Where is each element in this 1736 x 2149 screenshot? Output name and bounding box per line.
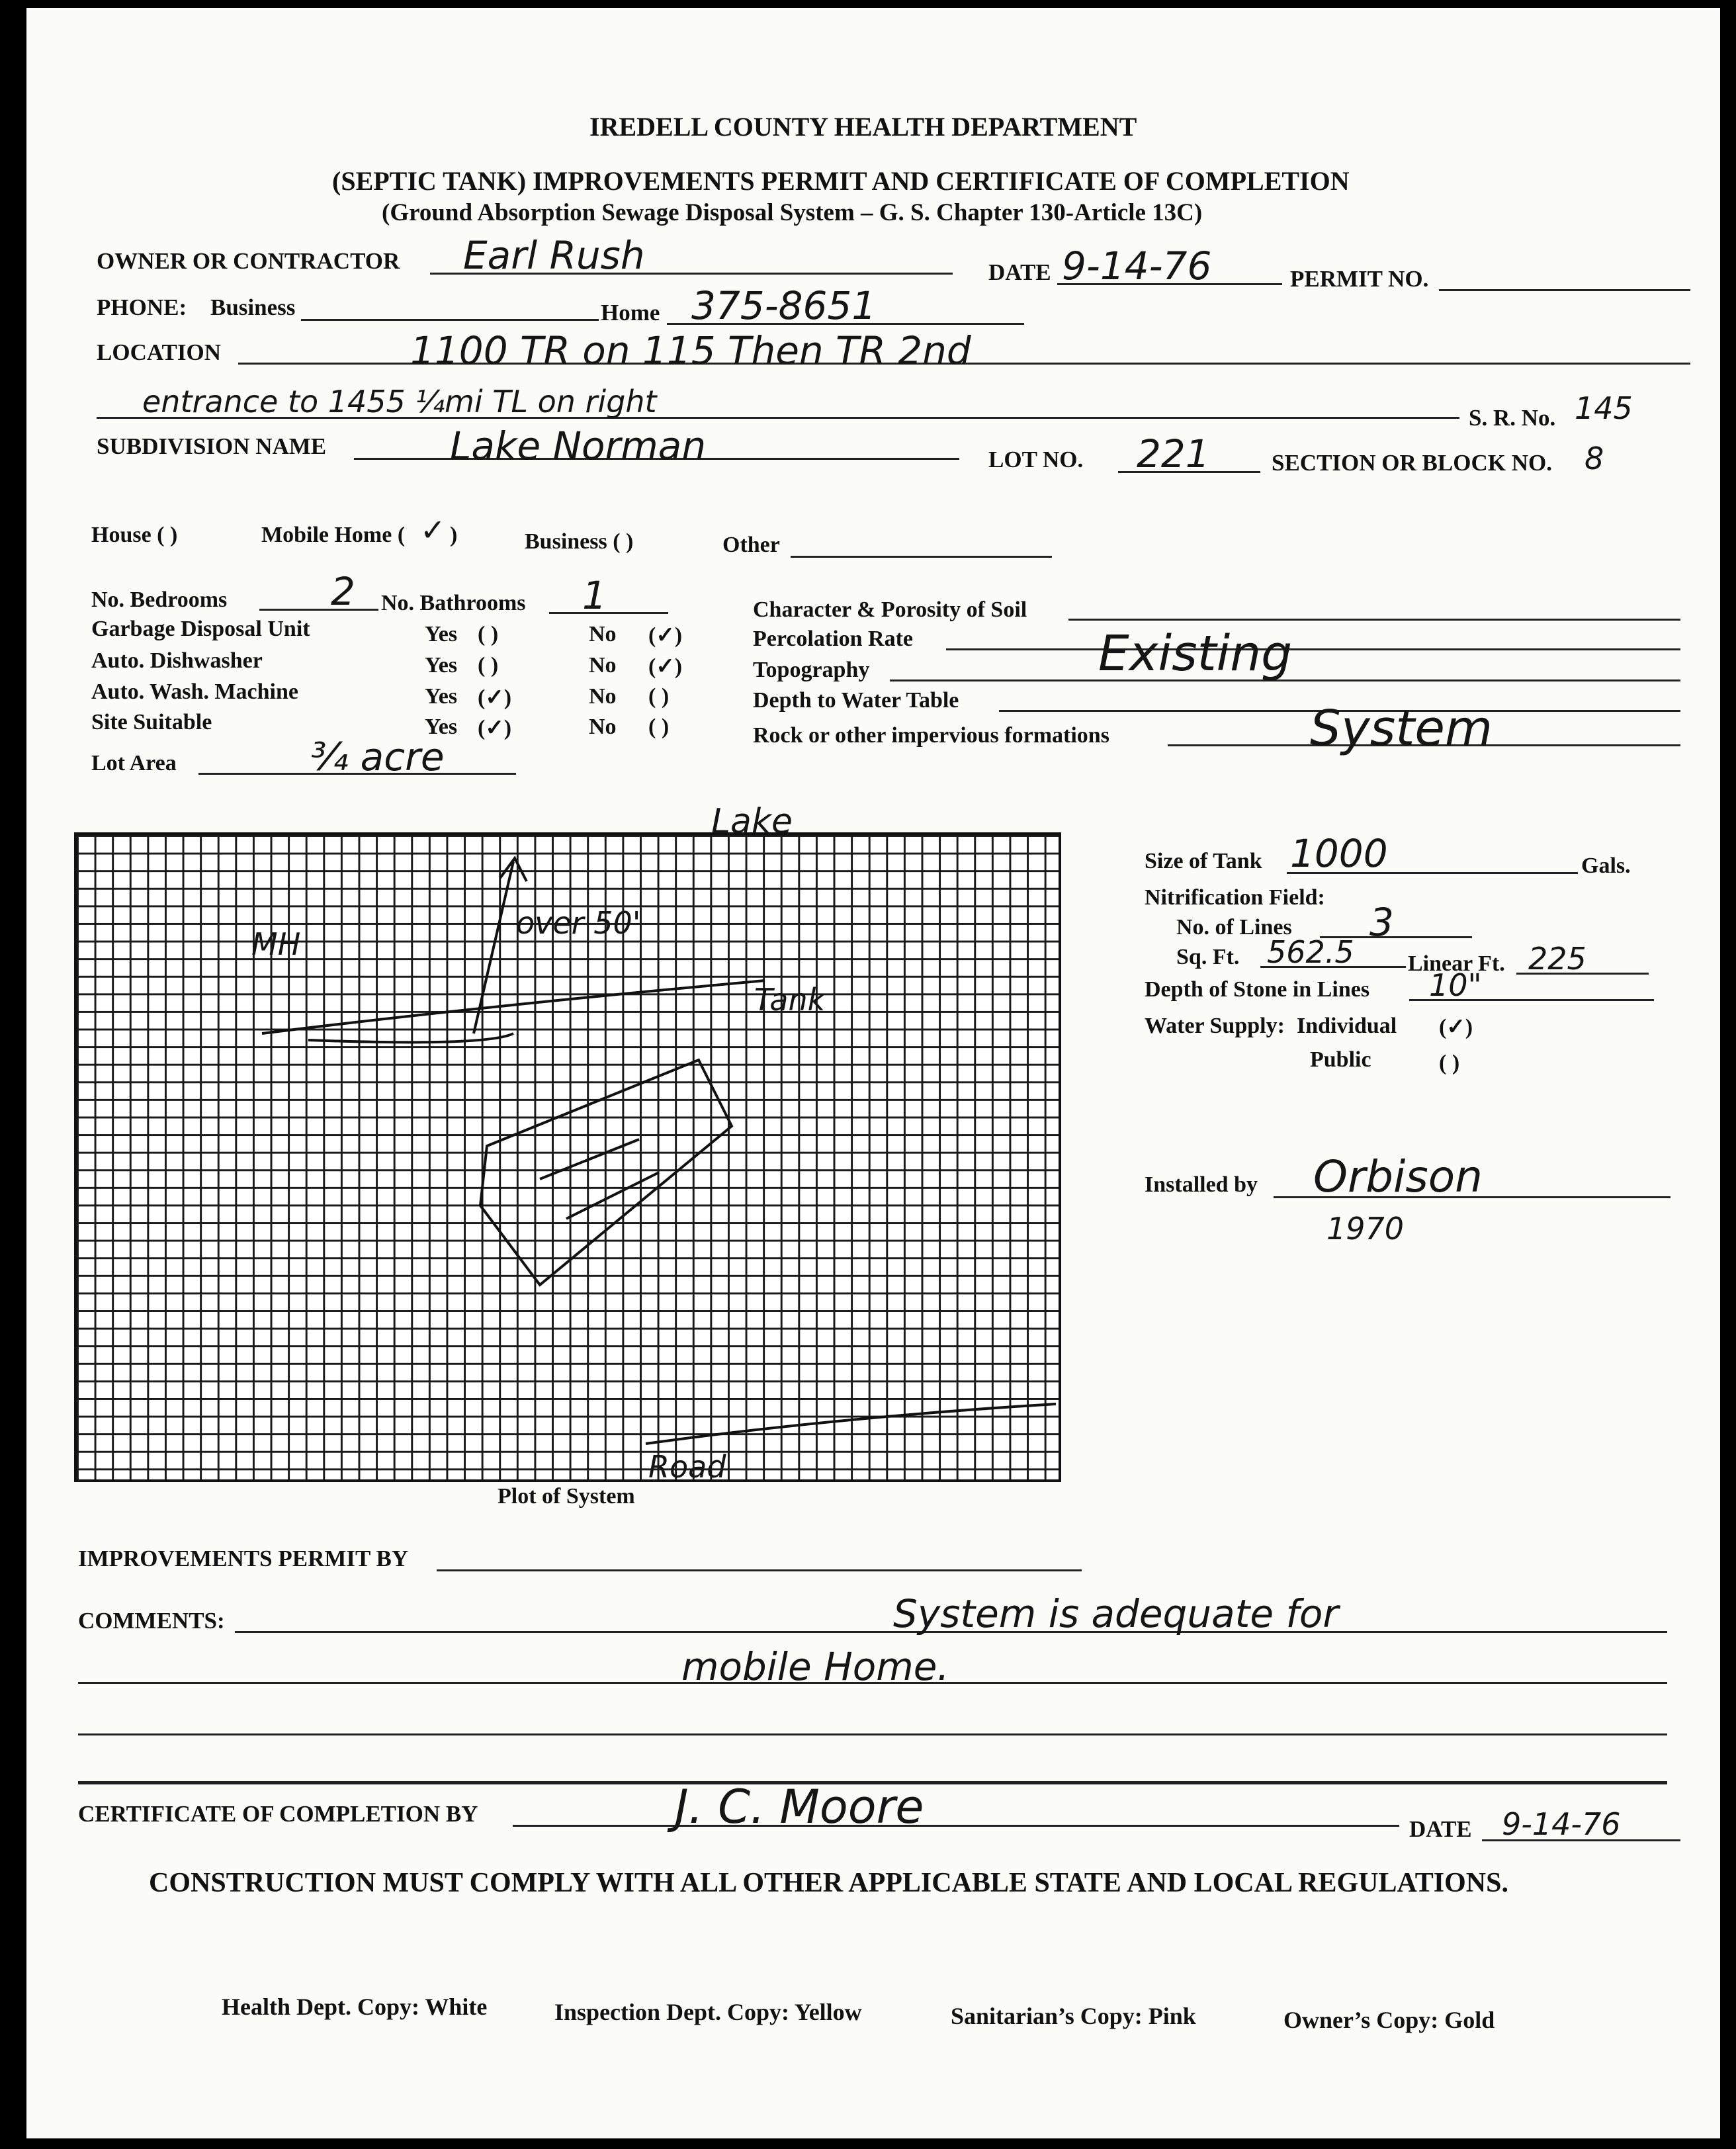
no-box: ( ) xyxy=(648,684,670,709)
yes-box: (✓) xyxy=(478,716,512,740)
copy-health-dept: Health Dept. Copy: White xyxy=(222,1994,488,2020)
permit-label: PERMIT NO. xyxy=(1290,266,1429,292)
tank-size-unit: Gals. xyxy=(1581,854,1631,878)
stone-depth-label: Depth of Stone in Lines xyxy=(1145,977,1370,1002)
sketch-arrow-head xyxy=(500,858,527,881)
nitrification-label: Nitrification Field: xyxy=(1145,885,1325,910)
rock-formations-label: Rock or other impervious formations xyxy=(753,723,1109,748)
copy-sanitarian: Sanitarian’s Copy: Pink xyxy=(951,2003,1196,2029)
improvements-permit-label: IMPROVEMENTS PERMIT BY xyxy=(78,1546,409,1571)
plot-caption: Plot of System xyxy=(498,1484,635,1509)
tank-size-value: 1000 xyxy=(1290,831,1388,876)
form-title: (SEPTIC TANK) IMPROVEMENTS PERMIT AND CERTIFICATE OF COMPLETION xyxy=(332,166,1350,196)
no-box: (✓) xyxy=(648,654,683,679)
sketch-tank-line xyxy=(262,981,765,1033)
mobile-home-check: ✓ xyxy=(420,512,446,548)
mobile-home-close: ) xyxy=(450,523,458,547)
business-option: Business ( ) xyxy=(525,529,634,554)
bathrooms-value: 1 xyxy=(582,573,607,618)
business-label: Business xyxy=(210,294,296,320)
yn-label: Site Suitable xyxy=(91,710,212,734)
sketch-field-lines xyxy=(540,1139,659,1219)
no-box: (✓) xyxy=(648,623,683,648)
individual-label: Individual xyxy=(1297,1014,1397,1038)
no-label: No xyxy=(589,653,617,678)
plot-label-road: Road xyxy=(648,1449,726,1485)
date-value: 9-14-76 xyxy=(1062,243,1212,288)
yes-label: Yes xyxy=(425,684,458,709)
lot-area-value: ¾ acre xyxy=(311,734,445,779)
lines-value: 3 xyxy=(1369,900,1394,945)
no-box: ( ) xyxy=(648,715,670,739)
plot-label-tank: Tank xyxy=(754,982,826,1018)
mobile-home-option: Mobile Home ( xyxy=(261,523,406,547)
public-label: Public xyxy=(1310,1047,1371,1072)
bedrooms-label: No. Bedrooms xyxy=(91,588,228,612)
subdivision-label: SUBDIVISION NAME xyxy=(97,433,327,459)
copy-owner: Owner’s Copy: Gold xyxy=(1283,2007,1495,2033)
sqft-label: Sq. Ft. xyxy=(1176,945,1240,969)
individual-box: (✓) xyxy=(1439,1015,1473,1039)
sr-no-value: 145 xyxy=(1575,390,1633,426)
lines-label: No. of Lines xyxy=(1176,915,1292,940)
stone-depth-value: 10" xyxy=(1429,967,1482,1003)
sketch-curve xyxy=(308,1033,513,1042)
home-label: Home xyxy=(601,300,660,326)
water-table-label: Depth to Water Table xyxy=(753,688,959,713)
other-label: Other xyxy=(722,533,780,557)
phone-label: PHONE: xyxy=(97,294,187,320)
sr-no-label: S. R. No. xyxy=(1469,405,1556,431)
soil-note-system: System xyxy=(1310,700,1493,757)
house-option: House ( ) xyxy=(91,523,178,547)
no-label: No xyxy=(589,684,617,709)
installed-by-label: Installed by xyxy=(1145,1172,1258,1197)
linear-ft-label: Linear Ft. xyxy=(1408,951,1505,976)
copy-inspection-dept: Inspection Dept. Copy: Yellow xyxy=(554,1999,862,2025)
comments-label: COMMENTS: xyxy=(78,1608,225,1634)
certificate-label: CERTIFICATE OF COMPLETION BY xyxy=(78,1801,478,1827)
yes-label: Yes xyxy=(425,622,458,646)
subdivision-value: Lake Norman xyxy=(450,423,707,468)
lot-area-label: Lot Area xyxy=(91,751,177,775)
yes-box: (✓) xyxy=(478,685,512,710)
plot-label-over-50: over 50' xyxy=(516,905,641,941)
water-supply-label: Water Supply: xyxy=(1145,1014,1285,1038)
installed-by-value: Orbison xyxy=(1313,1151,1483,1202)
location-line-1: 1100 TR on 115 Then TR 2nd xyxy=(410,328,971,373)
lot-no-label: LOT NO. xyxy=(988,447,1084,472)
no-label: No xyxy=(589,622,617,646)
certificate-date-value: 9-14-76 xyxy=(1502,1806,1621,1842)
sqft-value: 562.5 xyxy=(1267,934,1354,970)
installed-year: 1970 xyxy=(1326,1211,1405,1247)
location-label: LOCATION xyxy=(97,339,221,365)
certificate-date-label: DATE xyxy=(1409,1816,1472,1842)
soil-note-existing: Existing xyxy=(1098,625,1293,682)
public-box: ( ) xyxy=(1439,1051,1460,1075)
linear-ft-value: 225 xyxy=(1528,941,1586,977)
section-value: 8 xyxy=(1584,441,1604,476)
certificate-signature: J. C. Moore xyxy=(675,1780,924,1834)
plot-label-lake: Lake xyxy=(711,802,793,842)
yn-label: Auto. Dishwasher xyxy=(91,648,263,673)
section-label: SECTION OR BLOCK NO. xyxy=(1272,450,1552,476)
percolation-rate-label: Percolation Rate xyxy=(753,627,914,651)
owner-label: OWNER OR CONTRACTOR xyxy=(97,248,400,274)
yes-label: Yes xyxy=(425,715,458,739)
plot-label-mh: MH xyxy=(251,926,301,962)
topography-label: Topography xyxy=(753,658,870,682)
location-line-2: entrance to 1455 ¼mi TL on right xyxy=(142,384,657,419)
yn-label: Auto. Wash. Machine xyxy=(91,680,298,704)
date-label: DATE xyxy=(988,259,1051,285)
bedrooms-value: 2 xyxy=(331,569,355,614)
form-subtitle: (Ground Absorption Sewage Disposal System – G. S. Chapter 130-Article 13C) xyxy=(382,199,1203,226)
yes-box: ( ) xyxy=(478,622,499,646)
bathrooms-label: No. Bathrooms xyxy=(381,591,526,615)
sketch-field-outline xyxy=(480,1060,732,1285)
lot-no-value: 221 xyxy=(1137,431,1210,476)
owner-value: Earl Rush xyxy=(463,233,645,278)
home-phone-value: 375-8651 xyxy=(691,283,877,328)
soil-character-label: Character & Porosity of Soil xyxy=(753,597,1027,622)
compliance-notice: CONSTRUCTION MUST COMPLY WITH ALL OTHER APPLICABLE STATE AND LOCAL REGULATIONS. xyxy=(149,1868,1508,1898)
comments-line-1: System is adequate for xyxy=(893,1591,1339,1636)
sketch-road-line xyxy=(646,1404,1056,1444)
yn-label: Garbage Disposal Unit xyxy=(91,617,310,641)
tank-size-label: Size of Tank xyxy=(1145,849,1262,873)
no-label: No xyxy=(589,715,617,739)
yes-label: Yes xyxy=(425,653,458,678)
comments-line-2: mobile Home. xyxy=(681,1644,949,1689)
department-heading: IREDELL COUNTY HEALTH DEPARTMENT xyxy=(589,112,1137,142)
yes-box: ( ) xyxy=(478,653,499,678)
